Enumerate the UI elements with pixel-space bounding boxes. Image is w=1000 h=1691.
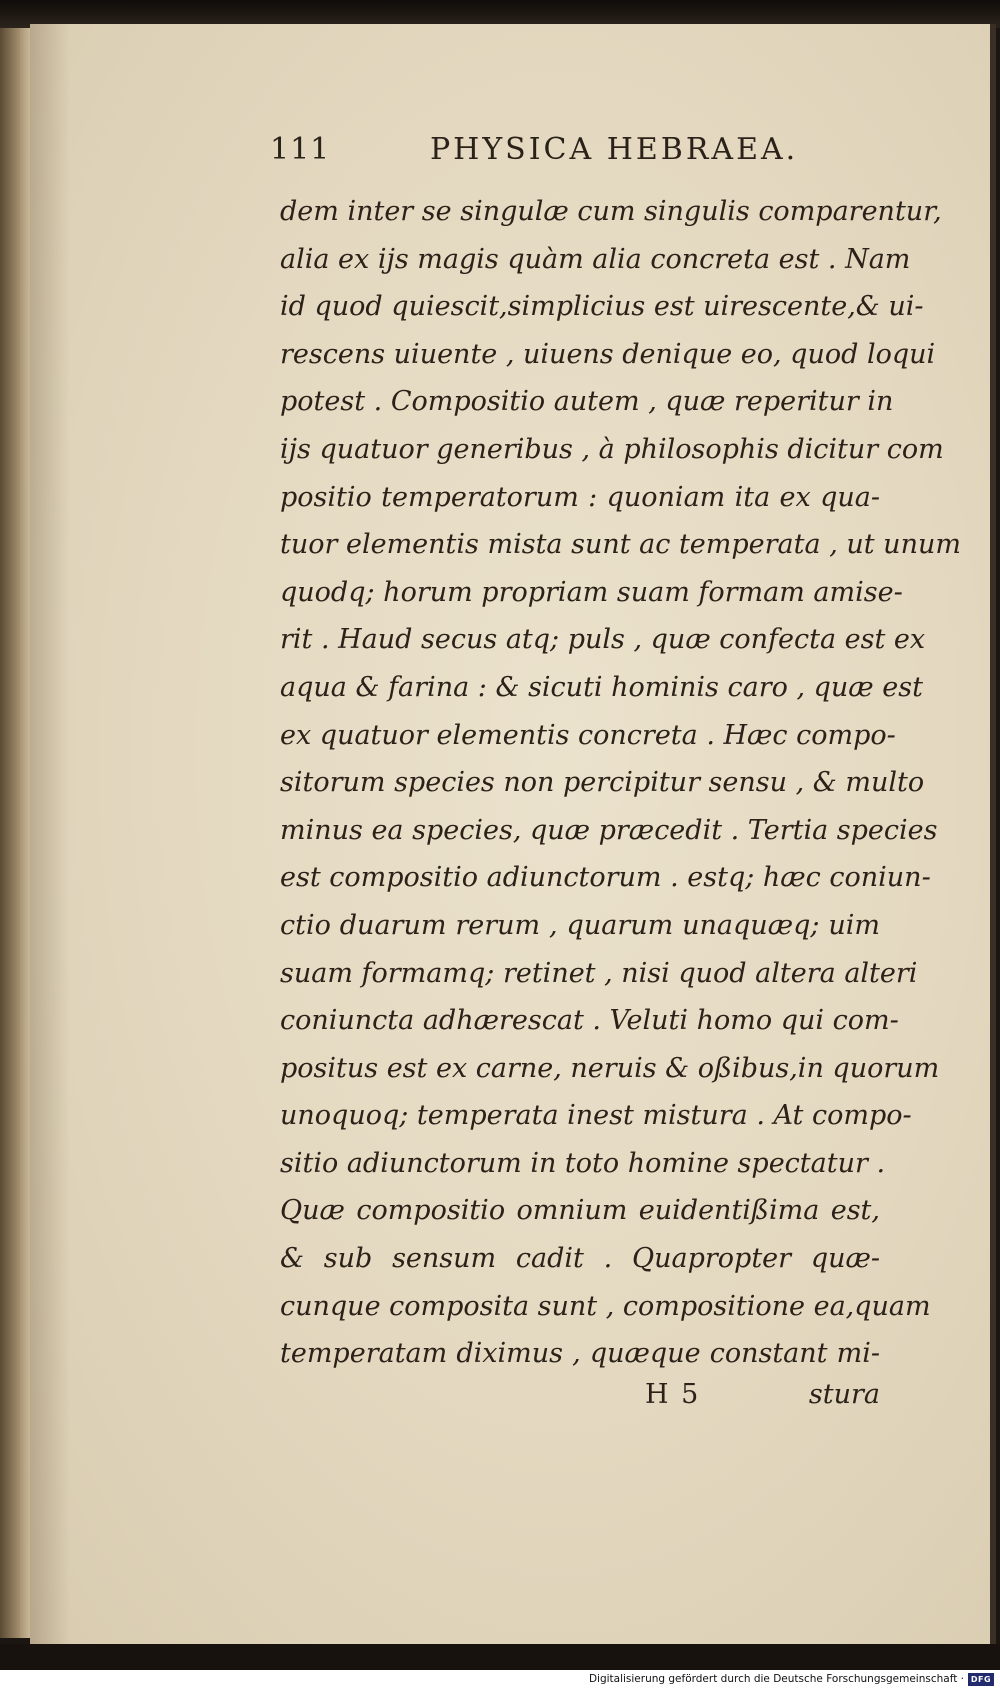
- signature-mark: H 5: [645, 1379, 701, 1410]
- catchword: stura: [808, 1379, 880, 1410]
- text-line: potest . Compositio autem , quæ reperitur in: [280, 386, 894, 418]
- text-line: id quod quiescit,simplicius est uirescente,& ui-: [280, 291, 924, 323]
- text-line: & sub sensum cadit . Quapropter quæ-: [280, 1243, 880, 1275]
- text-line: sitio adiunctorum in toto homine spectatur .: [280, 1147, 886, 1179]
- funding-credit: Digitalisierung gefördert durch die Deutsche Forschungsgemeinschaft ·: [588, 1673, 964, 1685]
- text-line: dem inter se singulæ cum singulis comparentur,: [280, 196, 942, 227]
- text-line: est compositio adiunctorum . estq; hæc coniun-: [280, 862, 931, 894]
- text-line: rit . Haud secus atq; puls , quæ confecta est ex: [280, 624, 926, 656]
- text-line: positio temperatorum : quoniam ita ex qua-: [280, 481, 880, 513]
- text-line: Quæ compositio omnium euidentißima est,: [280, 1195, 880, 1227]
- text-line: sitorum species non percipitur sensu , & multo: [280, 767, 925, 799]
- body-text: [280, 188, 961, 1378]
- text-line: rescens uiuente , uiuens denique eo, quod loqui: [280, 338, 936, 370]
- text-line: tuor elementis mista sunt ac temperata , ut unum: [280, 529, 961, 561]
- text-line: ctio duarum rerum , quarum unaquæq; uim: [280, 909, 880, 941]
- text-line: temperatam diximus , quæque constant mi-: [280, 1338, 880, 1370]
- text-line: cunque composita sunt , compositione ea,quam: [280, 1290, 931, 1322]
- text-line: unoquoq; temperata inest mistura . At compo-: [280, 1100, 912, 1132]
- text-line: positus est ex carne, neruis & oßibus,in quorum: [280, 1052, 940, 1084]
- page-number: 111: [270, 132, 331, 167]
- text-line: aqua & farina : & sicuti hominis caro , quæ est: [280, 671, 923, 703]
- gutter-shadow: [30, 24, 70, 1644]
- catchline: [280, 1379, 880, 1425]
- text-line: ex quatuor elementis concreta . Hæc compo-: [280, 719, 896, 751]
- text-line: suam formamq; retinet , nisi quod altera alteri: [280, 957, 918, 989]
- scan-bottom-border: [0, 1644, 1000, 1670]
- text-line: quodq; horum propriam suam formam amise-: [280, 576, 903, 608]
- running-title: PHYSICA HEBRAEA.: [430, 132, 799, 167]
- running-head: [270, 132, 860, 176]
- text-line: coniuncta adhærescat . Veluti homo qui com-: [280, 1005, 899, 1037]
- text-line: minus ea species, quæ præcedit . Tertia species: [280, 814, 938, 846]
- text-line: ijs quatuor generibus , à philosophis dicitur com: [280, 433, 944, 465]
- dfg-logo-icon: DFG: [968, 1673, 994, 1686]
- text-line: alia ex ijs magis quàm alia concreta est . Nam: [280, 243, 911, 275]
